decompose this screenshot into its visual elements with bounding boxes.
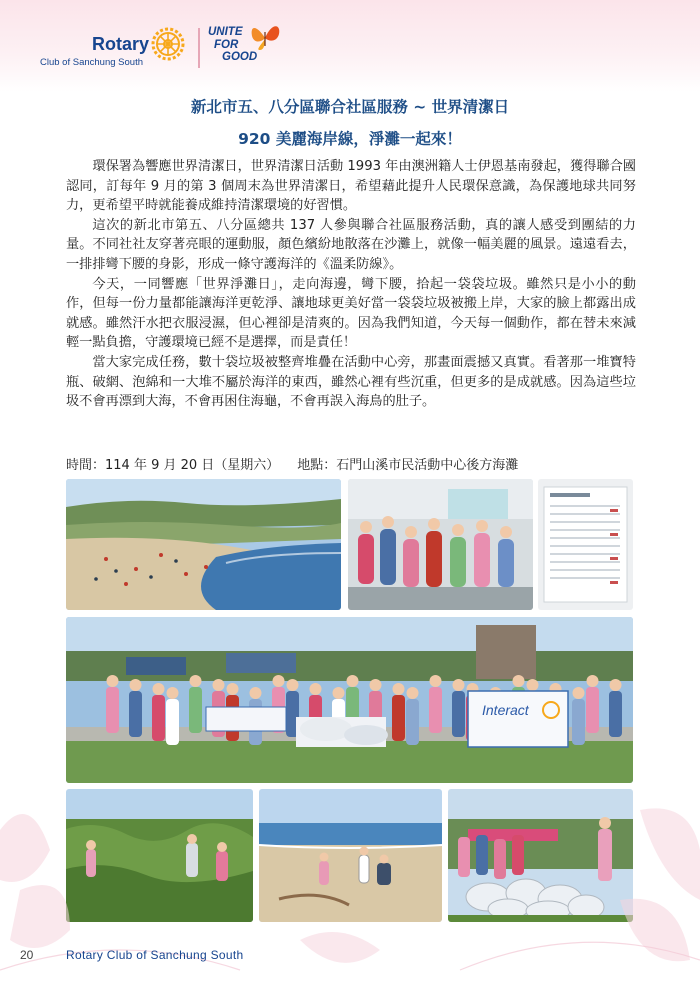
paragraph-4: 當大家完成任務，數十袋垃圾被整齊堆疊在活動中心旁，那畫面震撼又真實。看著那一堆寶特瓶、破網、泡綿和一大堆不屬於海洋的東西，雖然心裡有些沉重，但更多的是成就感。因為這些垃圾不會再漂到大海，不會再困住海龜，不會再誤入海鳥的肚子。 xyxy=(66,354,636,410)
event-time: 時間：114 年 9 月 20 日（星期六） xyxy=(66,458,280,473)
crowd-person-head xyxy=(573,687,585,699)
header-divider xyxy=(198,28,200,68)
photo-bushes[interactable] xyxy=(66,789,253,922)
photo-garbage-pile[interactable] xyxy=(448,789,633,922)
crowd-person-head xyxy=(167,687,179,699)
crowd-person xyxy=(152,695,165,741)
event-info xyxy=(66,454,646,473)
photo-beach-cleanup[interactable] xyxy=(259,789,442,922)
crowd-person-head xyxy=(310,683,322,695)
photo-group[interactable] xyxy=(66,617,633,783)
crowd-person xyxy=(189,687,202,733)
crowd-person-head xyxy=(347,675,359,687)
crowd-person-head xyxy=(250,687,262,699)
logo-wordmark: Rotary xyxy=(92,34,150,54)
crowd-person-head xyxy=(153,683,165,695)
rotary-wheel-icon xyxy=(150,26,186,62)
event-location: 地點：石門山溪市民活動中心後方海灘 xyxy=(297,458,519,473)
crowd-person xyxy=(452,691,465,737)
crowd-person-head xyxy=(527,679,539,691)
crowd-person xyxy=(572,699,585,745)
article-body xyxy=(66,157,636,412)
crowd-person xyxy=(586,687,599,733)
paragraph-2: 這次的新北市第五、八分區總共 137 人參與聯合社區服務活動，真的讓人感受到團結的力量。不同社社友穿著亮眼的運動服，顏色繽紛地散落在沙灘上，就像一幅美麗的風景。遠遠看去，一排排彎下腰的身影，形成一條守護海洋的《溫柔防線》。 xyxy=(66,217,636,272)
paragraph-3: 今天，一同響應「世界淨灘日」，走向海邊，彎下腰，拾起一袋袋垃圾。雖然只是小小的動作，但每一份力量都能讓海洋更乾淨、讓地球更美好當一袋袋垃圾被搬上岸，大家的臉上都露出成就感。雖然汗水把衣服浸濕，但心裡卻是清爽的。因為我們知道，今天每一個動作，都在替未來減輕一點負擔，守護環境已經不是選擇，而是責任！ xyxy=(66,276,636,351)
unite-for-good-slogan: UNITE FOR GOOD xyxy=(208,26,258,63)
footer-club-name: Rotary Club of Sanchung South xyxy=(66,948,244,962)
crowd-person-head xyxy=(130,679,142,691)
crowd-person xyxy=(392,695,405,741)
page-number: 20 xyxy=(20,948,34,962)
crowd-person-head xyxy=(190,675,202,687)
crowd-person xyxy=(106,687,119,733)
crowd-person xyxy=(129,691,142,737)
crowd-person-head xyxy=(227,683,239,695)
crowd-person-head xyxy=(273,675,285,687)
crowd-person-head xyxy=(333,687,345,699)
crowd-person-head xyxy=(393,683,405,695)
crowd-person xyxy=(406,699,419,745)
crowd-person-head xyxy=(107,675,119,687)
crowd-person-head xyxy=(453,679,465,691)
crowd-person-head xyxy=(610,679,622,691)
interact-banner-text: Interact xyxy=(482,702,529,718)
article-subtitle: 920 美麗海岸線，淨灘一起來！ xyxy=(238,130,462,148)
crowd-person-head xyxy=(587,675,599,687)
crowd-person xyxy=(429,687,442,733)
crowd-person-head xyxy=(407,687,419,699)
crowd-person-head xyxy=(513,675,525,687)
logo-club-name: Club of Sanchung South xyxy=(40,57,143,68)
crowd-person xyxy=(609,691,622,737)
photo-coastline[interactable] xyxy=(66,479,341,610)
article-title: 新北市五、八分區聯合社區服務 ~ 世界清潔日 xyxy=(190,98,510,116)
photo-registration[interactable] xyxy=(348,479,533,610)
butterfly-icon xyxy=(248,22,282,52)
crowd-person-head xyxy=(213,679,225,691)
crowd-person xyxy=(166,699,179,745)
crowd-person-head xyxy=(287,679,299,691)
crowd-person-head xyxy=(430,675,442,687)
paragraph-1: 環保署為響應世界清潔日，世界清潔日活動 1993 年由澳洲籍人士伊恩基南發起，獲得聯合國認同，訂每年 9 月的第 3 個周末為世界清潔日，希望藉此提升人民環保意識，為保護地球共同努力，更希望平時就能養成維持清潔環境的好習慣。 xyxy=(66,159,636,214)
photo-signin-sheet[interactable] xyxy=(538,479,633,610)
crowd-person-head xyxy=(370,679,382,691)
